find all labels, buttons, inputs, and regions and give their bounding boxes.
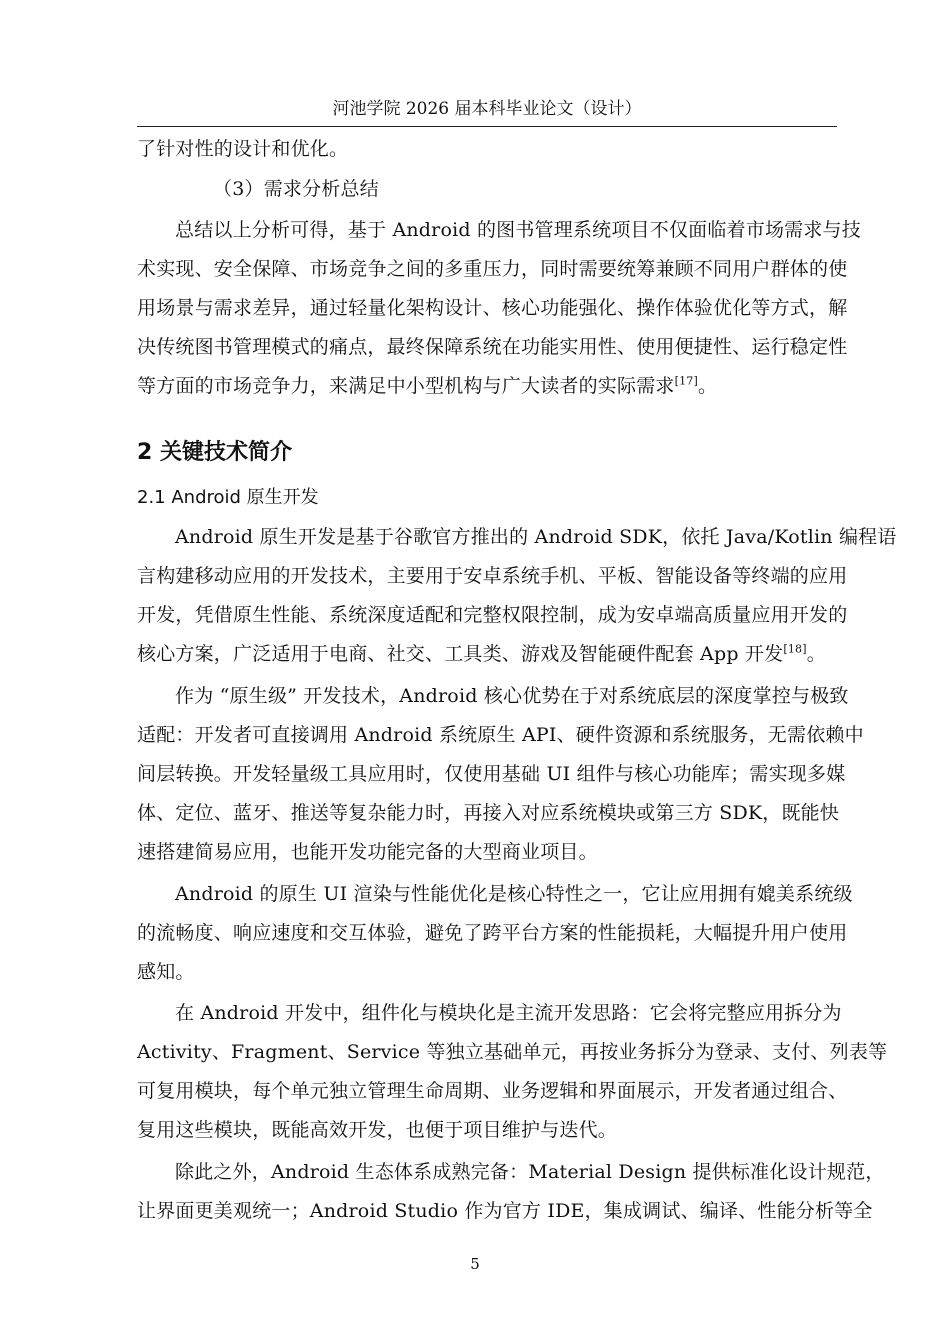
header-text: 河池学院 2026 届本科毕业论文（设计）	[332, 99, 642, 119]
p2-line: 体、定位、蓝牙、推送等复杂能力时，再接入对应系统模块或第三方 SDK，既能快	[137, 802, 840, 824]
subheading-requirement-summary: （3）需求分析总结	[213, 178, 379, 200]
p5-line: 让界面更美观统一；Android Studio 作为官方 IDE，集成调试、编译、性能分析等全	[137, 1200, 873, 1222]
summary-last-line	[137, 367, 837, 406]
p3-line: 的流畅度、响应速度和交互体验，避免了跨平台方案的性能损耗，大幅提升用户使用	[137, 922, 848, 944]
subsection-heading: 2.1 Android 原生开发	[137, 487, 319, 508]
summary-end: 。	[698, 375, 718, 397]
citation-18: [18]	[783, 642, 807, 656]
p1-last-line	[137, 635, 837, 674]
p1-last-text: 核心方案，广泛适用于电商、社交、工具类、游戏及智能硬件配套 App 开发	[137, 643, 784, 665]
p4-line: 可复用模块，每个单元独立管理生命周期、业务逻辑和界面展示，开发者通过组合、	[137, 1080, 848, 1102]
p3-last-line: 感知。	[137, 961, 195, 983]
p2-line: 作为 “原生级” 开发技术，Android 核心优势在于对系统底层的深度掌控与极致	[175, 685, 849, 707]
summary-line: 用场景与需求差异，通过轻量化架构设计、核心功能强化、操作体验优化等方式，解	[137, 297, 848, 319]
p2-last-line: 速搭建简易应用，也能开发功能完备的大型商业项目。	[137, 841, 598, 863]
p4-last-line: 复用这些模块，既能高效开发，也便于项目维护与迭代。	[137, 1119, 618, 1141]
p2-line: 适配：开发者可直接调用 Android 系统原生 API、硬件资源和系统服务，无需依赖中	[137, 724, 864, 746]
p1-end: 。	[806, 643, 826, 665]
p1-line: 言构建移动应用的开发技术，主要用于安卓系统手机、平板、智能设备等终端的应用	[137, 565, 848, 587]
p1-line: 开发，凭借原生性能、系统深度适配和完整权限控制，成为安卓端高质量应用开发的	[137, 604, 848, 626]
p2-line: 间层转换。开发轻量级工具应用时，仅使用基础 UI 组件与核心功能库；需实现多媒	[137, 763, 846, 785]
p4-line: Activity、Fragment、Service 等独立基础单元，再按业务拆分为登录、支付、列表等	[137, 1041, 888, 1063]
p3-line: Android 的原生 UI 渲染与性能优化是核心特性之一，它让应用拥有媲美系统级	[175, 883, 853, 905]
page-number: 5	[470, 1255, 480, 1273]
p1-line: Android 原生开发是基于谷歌官方推出的 Android SDK，依托 Java/Kotlin 编程语	[175, 526, 897, 548]
citation-17: [17]	[674, 374, 698, 388]
p5-line: 除此之外，Android 生态体系成熟完备：Material Design 提供标准化设计规范，	[175, 1161, 885, 1183]
summary-line: 决传统图书管理模式的痛点，最终保障系统在功能实用性、使用便捷性、运行稳定性	[137, 336, 848, 358]
page-header	[137, 98, 837, 127]
summary-line: 总结以上分析可得，基于 Android 的图书管理系统项目不仅面临着市场需求与技	[175, 219, 861, 241]
summary-last-text: 等方面的市场竞争力，来满足中小型机构与广大读者的实际需求	[137, 375, 675, 397]
paragraph-continuation: 了针对性的设计和优化。	[137, 138, 349, 160]
summary-line: 术实现、安全保障、市场竞争之间的多重压力，同时需要统筹兼顾不同用户群体的使	[137, 258, 848, 280]
section-heading: 2 关键技术简介	[137, 440, 292, 465]
p4-line: 在 Android 开发中，组件化与模块化是主流开发思路：它会将完整应用拆分为	[175, 1002, 842, 1024]
